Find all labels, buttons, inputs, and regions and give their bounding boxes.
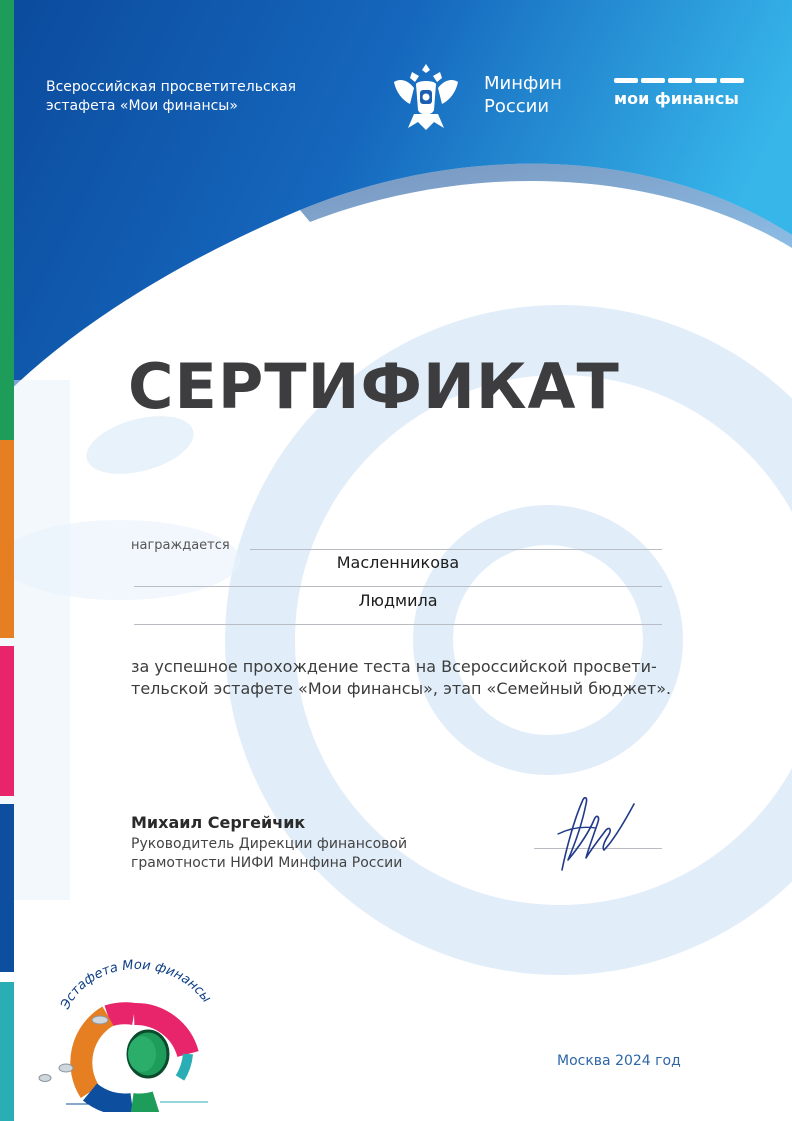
- description-line-1: за успешное прохождение теста на Всероссийской просвети-: [131, 657, 657, 676]
- svg-text:Эстафета Мои финансы: Эстафета Мои финансы: [58, 957, 214, 1012]
- recipient-first-name: Людмила: [358, 591, 438, 610]
- stripe-blue: [0, 804, 14, 972]
- ministry-line-1: Минфин: [484, 73, 562, 94]
- place-and-year: Москва 2024 год: [557, 1053, 681, 1069]
- stripe-teal: [0, 982, 14, 1121]
- recipient-surname: Масленникова: [336, 553, 460, 572]
- ministry-name: [484, 72, 562, 118]
- award-description: [131, 656, 711, 700]
- organizer-title: [46, 78, 346, 116]
- position-line-1: Руководитель Дирекции финансовой: [131, 836, 408, 852]
- double-headed-eagle-icon: [388, 58, 464, 134]
- awarded-label: награждается: [131, 538, 230, 553]
- stripe-orange: [0, 440, 14, 638]
- signatory-position: [131, 835, 407, 873]
- first-name-underline: [134, 624, 662, 625]
- handwritten-signature-icon: [548, 790, 644, 874]
- organizer-line-2: эстафета «Мои финансы»: [46, 98, 238, 114]
- surname-underline: [134, 586, 662, 587]
- organizer-line-1: Всероссийская просветительская: [46, 79, 297, 95]
- description-line-2: тельской эстафете «Мои финансы», этап «Семейный бюджет».: [131, 679, 672, 698]
- position-line-2: грамотности НИФИ Минфина России: [131, 855, 403, 871]
- signatory-name: Михаил Сергейчик: [131, 813, 306, 832]
- brand-name: мои финансы: [614, 89, 739, 108]
- coins-ring-logo-icon: [28, 942, 224, 1112]
- awarded-underline: [250, 549, 662, 550]
- stripe-pink: [0, 646, 14, 796]
- ministry-line-2: России: [484, 96, 550, 117]
- stripe-green: [0, 0, 14, 440]
- brand-bars-icon: [614, 78, 744, 83]
- certificate-title: СЕРТИФИКАТ: [128, 350, 620, 423]
